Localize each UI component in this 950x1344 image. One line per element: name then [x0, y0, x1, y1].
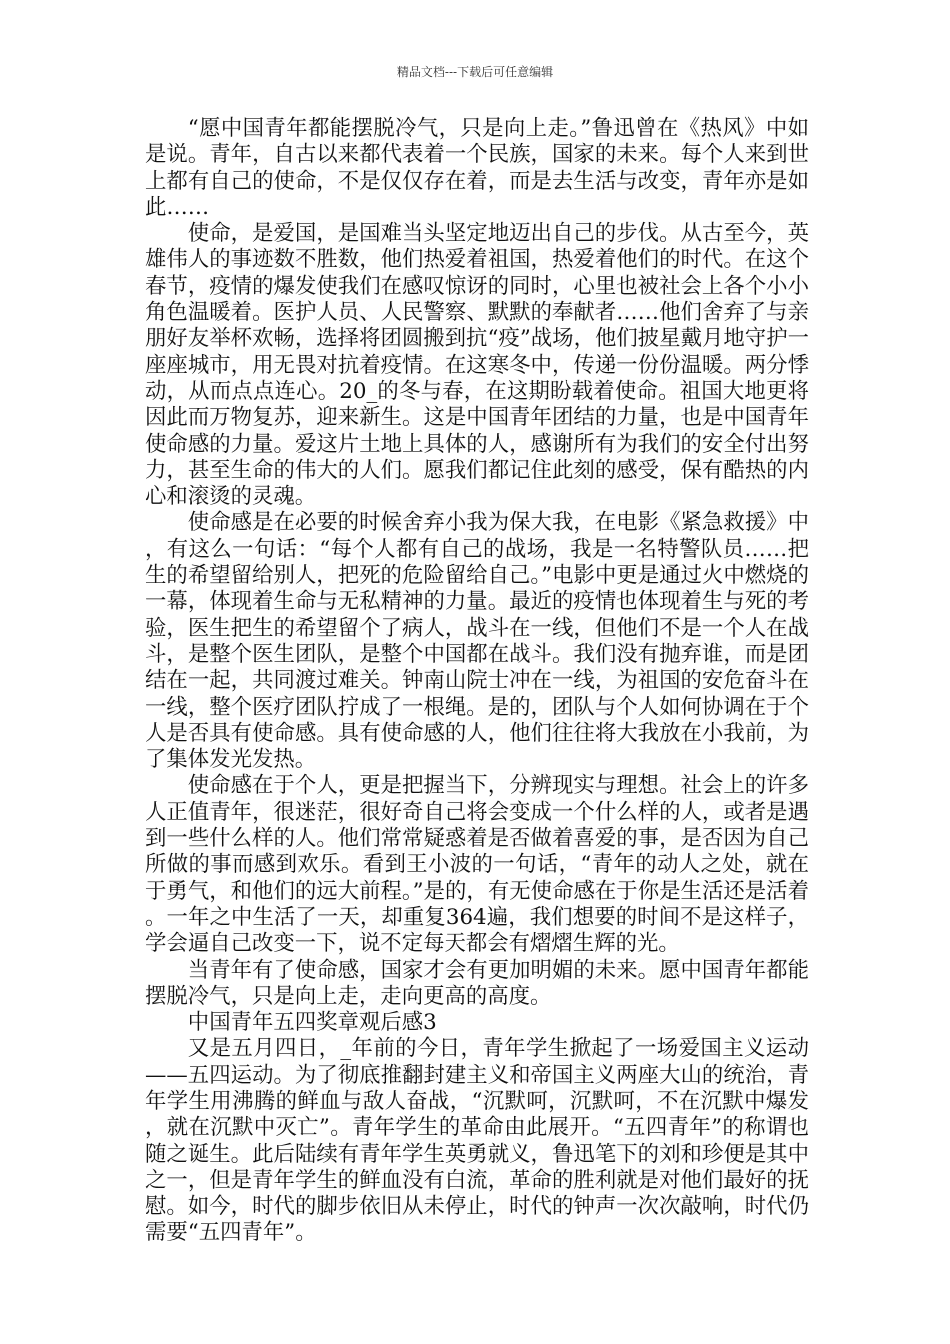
paragraph: 又是五月四日，_年前的今日，青年学生掀起了一场爱国主义运动——五四运动。为了彻底推翻封建主义和帝国主义两座大山的统治，青年学生用沸腾的鲜血与敌人奋战，“沉默呵，沉默呵，不在沉默中爆发，就在沉默中灭亡”。青年学生的革命由此展开。“五四青年”的称谓也随之诞生。此后陆续有青年学生英勇就义，鲁迅笔下的刘和珍便是其中之一，但是青年学生的鲜血没有白流，革命的胜利就是对他们最好的抚慰。如今，时代的脚步依旧从未停止，时代的钟声一次次敲响，时代仍需要“五四青年”。: [145, 1036, 809, 1246]
paragraph: 使命感在于个人，更是把握当下，分辨现实与理想。社会上的许多人正值青年，很迷茫，很好奇自己将会变成一个什么样的人，或者是遇到一些什么样的人。他们常常疑惑着是否做着喜爱的事，是否因为自己所做的事而感到欢乐。看到王小波的一句话，“青年的动人之处，就在于勇气，和他们的远大前程。”是的，有无使命感在于你是生活还是活着。一年之中生活了一天，却重复364遍，我们想要的时间不是这样子，学会逼自己改变一下，说不定每天都会有熠熠生辉的光。: [145, 773, 809, 957]
paragraph: 当青年有了使命感，国家才会有更加明媚的未来。愿中国青年都能摆脱冷气，只是向上走，走向更高的高度。: [145, 957, 809, 1009]
paragraph: 使命，是爱国，是国难当头坚定地迈出自己的步伐。从古至今，英雄伟人的事迹数不胜数，他们热爱着祖国，热爱着他们的时代。在这个春节，疫情的爆发使我们在感叹惊讶的同时，心里也被社会上各个小小角色温暖着。医护人员、人民警察、默默的奉献者……他们舍弃了与亲朋好友举杯欢畅，选择将团圆搬到抗“疫”战场，他们披星戴月地守护一座座城市，用无畏对抗着疫情。在这寒冬中，传递一份份温暖。两分悸动，从而点点连心。20_的冬与春，在这期盼载着使命。祖国大地更将因此而万物复苏，迎来新生。这是中国青年团结的力量，也是中国青年使命感的力量。爱这片土地上具体的人，感谢所有为我们的安全付出努力，甚至生命的伟大的人们。愿我们都记住此刻的感受，保有酷热的内心和滚烫的灵魂。: [145, 221, 809, 510]
page-header: 精品文档---下载后可任意编辑: [396, 65, 554, 79]
paragraph: 使命感是在必要的时候舍弃小我为保大我，在电影《紧急救援》中，有这么一句话：“每个人都有自己的战场，我是一名特警队员……把生的希望留给别人，把死的危险留给自己。”电影中更是通过火中燃烧的一幕，体现着生命与无私精神的力量。最近的疫情也体现着生与死的考验，医生把生的希望留个了病人，战斗在一线，但他们不是一个人在战斗，是整个医生团队，是整个中国都在战斗。我们没有抛弃谁，而是团结在一起，共同渡过难关。钟南山院士冲在一线，为祖国的安危奋斗在一线，整个医疗团队拧成了一根绳。是的，团队与个人如何协调在于个人是否具有使命感。具有使命感的人，他们往往将大我放在小我前，为了集体发光发热。: [145, 510, 809, 773]
document-body: [145, 116, 809, 1247]
section-heading: 中国青年五四奖章观后感3: [187, 1010, 437, 1036]
paragraph: “愿中国青年都能摆脱冷气，只是向上走。”鲁迅曾在《热风》中如是说。青年，自古以来都代表着一个民族，国家的未来。每个人来到世上都有自己的使命，不是仅仅存在着，而是去生活与改变，青年亦是如此……: [145, 116, 809, 220]
